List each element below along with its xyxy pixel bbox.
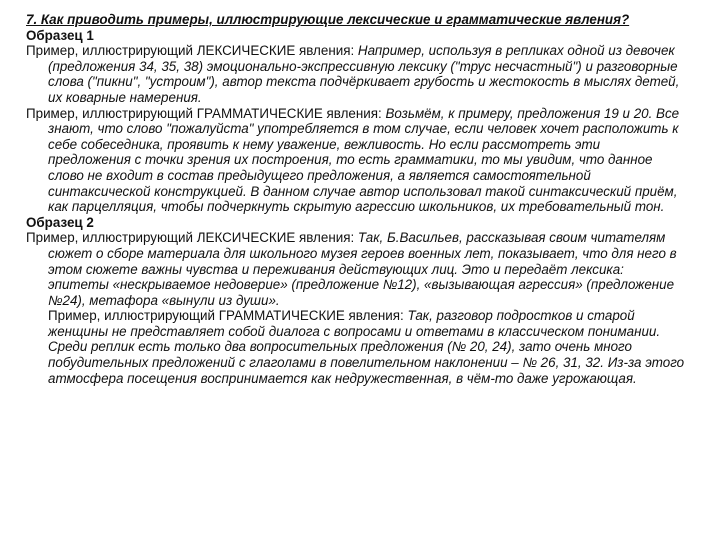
page-title: 7. Как приводить примеры, иллюстрирующие лексические и грамматические явления? (26, 12, 630, 27)
sample-2-grammatical-example (26, 308, 686, 386)
sample-1-grammatical-example (26, 106, 686, 215)
sample-1-heading: Образец 1 (26, 27, 94, 43)
lexical-label: Пример, иллюстрирующий ЛЕКСИЧЕСКИЕ явления: (26, 43, 355, 59)
sample-1-lexical-example (26, 43, 686, 105)
grammatical-text: Возьмём, к примеру, предложения 19 и 20. Все знают, что слово "пожалуйста" употребляется в том случае, если человек хочет расположить к себе собеседника, проявить к нему уважение, вежливость. Но если рассмотреть эти предложения с точки зрения их построения, то есть грамматики, то мы увидим, что данное слово не входит в состав предыдущего предложения, а является самостоятельной синтаксической конструкцией. В данном случае автор использовал такой синтаксический приём, как парцелляция, чтобы подчеркнуть скрытую агрессию школьников, их требовательный тон. (48, 105, 680, 215)
lexical-label: Пример, иллюстрирующий ЛЕКСИЧЕСКИЕ явления: (26, 230, 355, 246)
grammatical-label: Пример, иллюстрирующий ГРАММАТИЧЕСКИЕ явления: (26, 105, 382, 121)
lexical-text: Так, Б.Васильев, рассказывая своим читателям сюжет о сборе материала для школьного музея героев военных лет, показывает, что для него в этом сюжете важны чувства и переживания действующих лиц. Это и передаёт лексика: эпитеты «нескрываемое недоверие» (предложение №12), «вызывающая агрессия» (предложение №24), метафора «вынули из души». (48, 230, 677, 308)
grammatical-label: Пример, иллюстрирующий ГРАММАТИЧЕСКИЕ явления: (48, 308, 404, 324)
sample-2-heading: Образец 2 (26, 214, 94, 230)
sample-2-lexical-example (26, 230, 686, 308)
lexical-text: Например, используя в репликах одной из девочек (предложения 34, 35, 38) эмоционально-экспрессивную лексику ("трус несчастный") и разговорные слова ("пикни", "устроим"), автор текста подчёркивает грубость и жестокость в мыслях детей, их коварные намерения. (48, 43, 680, 105)
grammatical-text: Так, разговор подростков и старой женщины не представляет собой диалога с вопросами и ответами в классическом понимании. Среди реплик есть только два вопросительных предложения (№ 20, 24), зато очень много побудительных предложений с глаголами в повелительном наклонении – № 26, 31, 32. Из-за этого атмосфера посещения воспринимается как недружественная, в чём-то даже угрожающая. (48, 308, 685, 386)
